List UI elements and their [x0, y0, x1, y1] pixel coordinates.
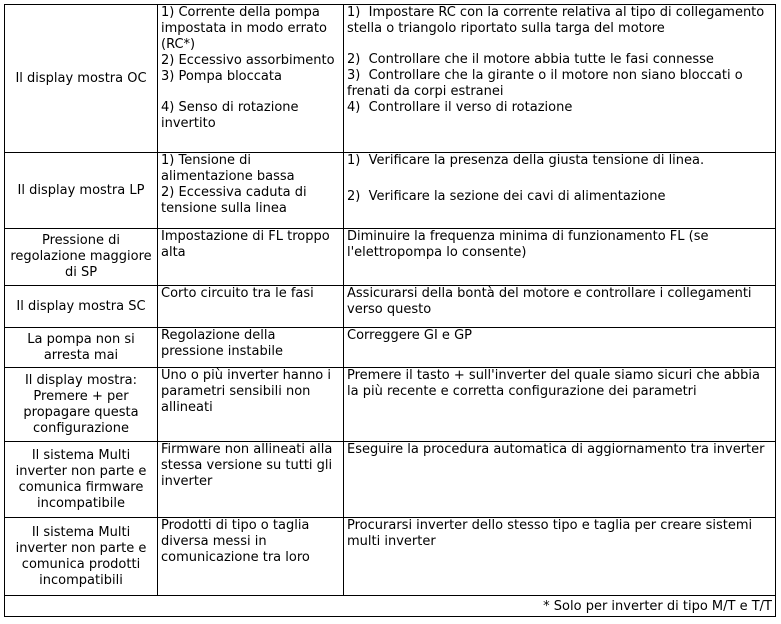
cause-cell: [158, 368, 344, 442]
cause-line: Prodotti di tipo o taglia diversa messi in comunicazione tra loro: [161, 518, 314, 565]
remedy-line: Correggere GI e GP: [347, 328, 472, 343]
remedy-line: 1) Verificare la presenza della giusta tensione di linea.: [347, 153, 705, 168]
spacer: [347, 37, 772, 52]
cause-line: 2) Eccessiva caduta di tensione sulla linea: [161, 185, 311, 216]
cause-cell: [158, 5, 344, 153]
symptom-cell: Il display mostra OC: [5, 5, 158, 153]
cause-cell: [158, 286, 344, 328]
cause-cell: [158, 518, 344, 596]
table-row: [5, 229, 776, 286]
cause-cell: [158, 229, 344, 286]
remedy-cell: [344, 518, 776, 596]
remedy-cell: [344, 153, 776, 229]
table-row: [5, 368, 776, 442]
cause-line: Uno o più inverter hanno i parametri sensibili non allineati: [161, 368, 336, 415]
symptom-cell: Il display mostra LP: [5, 153, 158, 229]
symptom-cell: Il sistema Multi inverter non parte e comunica firmware incompatibile: [5, 442, 158, 518]
remedy-line: 3) Controllare che la girante o il motore non siano bloccati o frenati da corpi estranei: [347, 68, 747, 99]
remedy-cell: [344, 229, 776, 286]
cause-line: Regolazione della pressione instabile: [161, 328, 283, 359]
cause-line: Corto circuito tra le fasi: [161, 286, 314, 301]
table-row: [5, 5, 776, 153]
footnote: * Solo per inverter di tipo M/T e T/T: [5, 596, 776, 617]
table-row: [5, 328, 776, 368]
remedy-line: Eseguire la procedura automatica di aggiornamento tra inverter: [347, 442, 765, 457]
symptom-cell: Il display mostra SC: [5, 286, 158, 328]
footnote-row: [5, 596, 776, 617]
table-row: [5, 153, 776, 229]
remedy-cell: [344, 328, 776, 368]
remedy-cell: [344, 442, 776, 518]
remedy-line: Diminuire la frequenza minima di funzionamento FL (se l'elettropompa lo consente): [347, 229, 713, 260]
remedy-cell: [344, 286, 776, 328]
remedy-cell: [344, 5, 776, 153]
cause-line: 4) Senso di rotazione invertito: [161, 100, 303, 131]
cause-line: Firmware non allineati alla stessa versione su tutti gli inverter: [161, 442, 337, 489]
remedy-line: 2) Controllare che il motore abbia tutte le fasi connesse: [347, 52, 714, 67]
troubleshooting-table: [4, 4, 776, 617]
remedy-cell: [344, 368, 776, 442]
cause-line: Impostazione di FL troppo alta: [161, 229, 334, 260]
cause-cell: [158, 153, 344, 229]
spacer: [161, 85, 340, 100]
cause-line: 2) Eccessivo assorbimento: [161, 53, 335, 68]
remedy-line: Premere il tasto + sull'inverter del quale siamo sicuri che abbia la più recente e corretta configurazione dei parametri: [347, 368, 765, 399]
table-row: [5, 442, 776, 518]
symptom-cell: Pressione di regolazione maggiore di SP: [5, 229, 158, 286]
cause-line: 3) Pompa bloccata: [161, 69, 282, 84]
symptom-cell: Il sistema Multi inverter non parte e comunica prodotti incompatibili: [5, 518, 158, 596]
cause-cell: [158, 328, 344, 368]
remedy-line: Procurarsi inverter dello stesso tipo e taglia per creare sistemi multi inverter: [347, 518, 757, 549]
cause-line: 1) Corrente della pompa impostata in modo errato (RC*): [161, 5, 332, 52]
cause-line: 1) Tensione di alimentazione bassa: [161, 153, 295, 184]
symptom-cell: Il display mostra: Premere + per propagare questa configurazione: [5, 368, 158, 442]
spacer: [347, 169, 772, 189]
remedy-line: 2) Verificare la sezione dei cavi di alimentazione: [347, 189, 666, 204]
cause-cell: [158, 442, 344, 518]
table-row: [5, 286, 776, 328]
remedy-line: 1) Impostare RC con la corrente relativa al tipo di collegamento stella o triangolo riportato sulla targa del motore: [347, 5, 769, 36]
symptom-cell: La pompa non si arresta mai: [5, 328, 158, 368]
remedy-line: Assicurarsi della bontà del motore e controllare i collegamenti verso questo: [347, 286, 756, 317]
remedy-line: 4) Controllare il verso di rotazione: [347, 100, 573, 115]
table-row: [5, 518, 776, 596]
